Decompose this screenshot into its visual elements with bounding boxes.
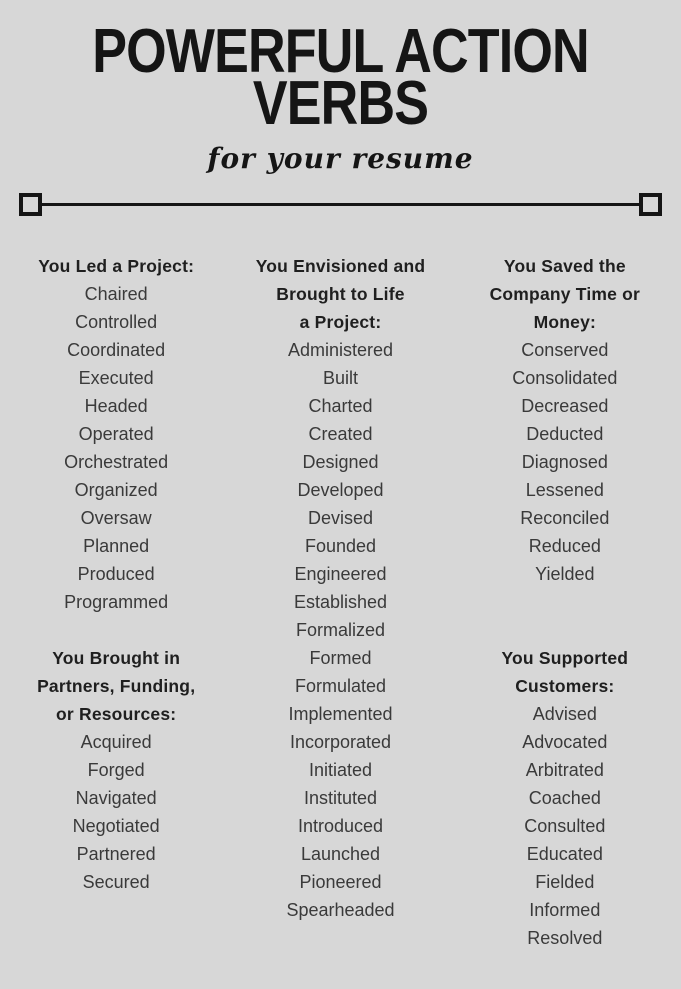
verb-item: Instituted [303,788,378,808]
section-heading [228,252,452,336]
section-heading-line: Money: [533,312,597,332]
section-heading-line: You Envisioned and [255,256,426,276]
section-heading-line: You Supported [501,648,629,668]
page-title-line-2: VERBS [252,69,429,138]
column-led-a-project [4,252,228,952]
page-title-line-1: POWERFUL ACTION [92,17,589,86]
verb-item: Orchestrated [64,452,169,472]
verb-item: Engineered [294,564,387,584]
section-spacer [453,616,677,644]
verb-item: Oversaw [80,508,152,528]
section-heading-line: Customers: [515,676,615,696]
divider-square-left [19,193,42,216]
verb-item: Deducted [526,424,604,444]
verb-item: Forged [87,760,145,780]
verb-item: Formalized [295,620,385,640]
section-heading [453,644,677,700]
verb-item: Advised [532,704,597,724]
verb-item: Devised [307,508,373,528]
column-saved-time-money [453,252,677,952]
verb-item: Yielded [535,564,595,584]
verb-item: Conserved [521,340,609,360]
verb-item: Consolidated [512,368,618,388]
verb-item: Charted [308,396,373,416]
verb-item: Incorporated [289,732,392,752]
verb-item: Designed [302,452,379,472]
section-heading-line: Company Time or [489,284,641,304]
verb-columns [0,252,681,952]
verb-item: Administered [287,340,394,360]
verb-item: Pioneered [299,872,382,892]
section-heading [4,644,228,728]
divider-line [42,203,639,206]
verb-item: Decreased [521,396,609,416]
verb-item: Partnered [76,844,156,864]
divider-square-right [639,193,662,216]
verb-item: Diagnosed [521,452,608,472]
verb-item: Arbitrated [525,760,604,780]
section-heading-line: You Led a Project: [38,256,195,276]
verb-item: Negotiated [72,816,160,836]
verb-item: Coordinated [67,340,166,360]
verb-item: Implemented [288,704,393,724]
verb-item: Reduced [528,536,601,556]
section-heading-line: You Saved the [503,256,626,276]
section-heading-line: Partners, Funding, [37,676,196,696]
verb-item: Founded [304,536,377,556]
page-subtitle: for your resume [207,142,474,175]
section-spacer [4,616,228,644]
verb-item: Initiated [308,760,373,780]
section-heading [4,252,228,280]
page-title [0,17,681,138]
verb-item: Spearheaded [286,900,395,920]
verb-item: Controlled [75,312,158,332]
verb-item: Lessened [525,480,604,500]
section-heading-line: Brought to Life [276,284,405,304]
verb-item: Coached [528,788,601,808]
verb-item: Planned [83,536,150,556]
verb-item: Acquired [80,732,152,752]
verb-item: Consulted [524,816,606,836]
verb-item: Educated [526,844,603,864]
verb-item: Secured [82,872,150,892]
verb-item: Formed [309,648,372,668]
divider [19,193,662,216]
verb-item: Chaired [84,284,148,304]
verb-item: Executed [78,368,154,388]
verb-item: Formulated [294,676,387,696]
section-heading-line: You Brought in [52,648,181,668]
verb-item: Launched [300,844,381,864]
verb-item: Advocated [522,732,608,752]
verb-item: Produced [77,564,155,584]
verb-item: Developed [297,480,384,500]
section-heading-line: a Project: [299,312,382,332]
verb-item: Organized [74,480,158,500]
verb-item: Built [322,368,358,388]
verb-item: Headed [84,396,148,416]
verb-item: Operated [78,424,154,444]
verb-item: Reconciled [520,508,610,528]
verb-item: Established [293,592,388,612]
section-heading-line: or Resources: [56,704,177,724]
column-envisioned-project [228,252,452,952]
verb-item: Programmed [64,592,169,612]
verb-item: Informed [529,900,601,920]
verb-item: Introduced [297,816,384,836]
verb-item: Navigated [75,788,157,808]
verb-item: Fielded [535,872,595,892]
verb-item: Resolved [527,928,603,948]
section-spacer [453,588,677,616]
verb-item: Created [308,424,373,444]
section-heading [453,252,677,336]
